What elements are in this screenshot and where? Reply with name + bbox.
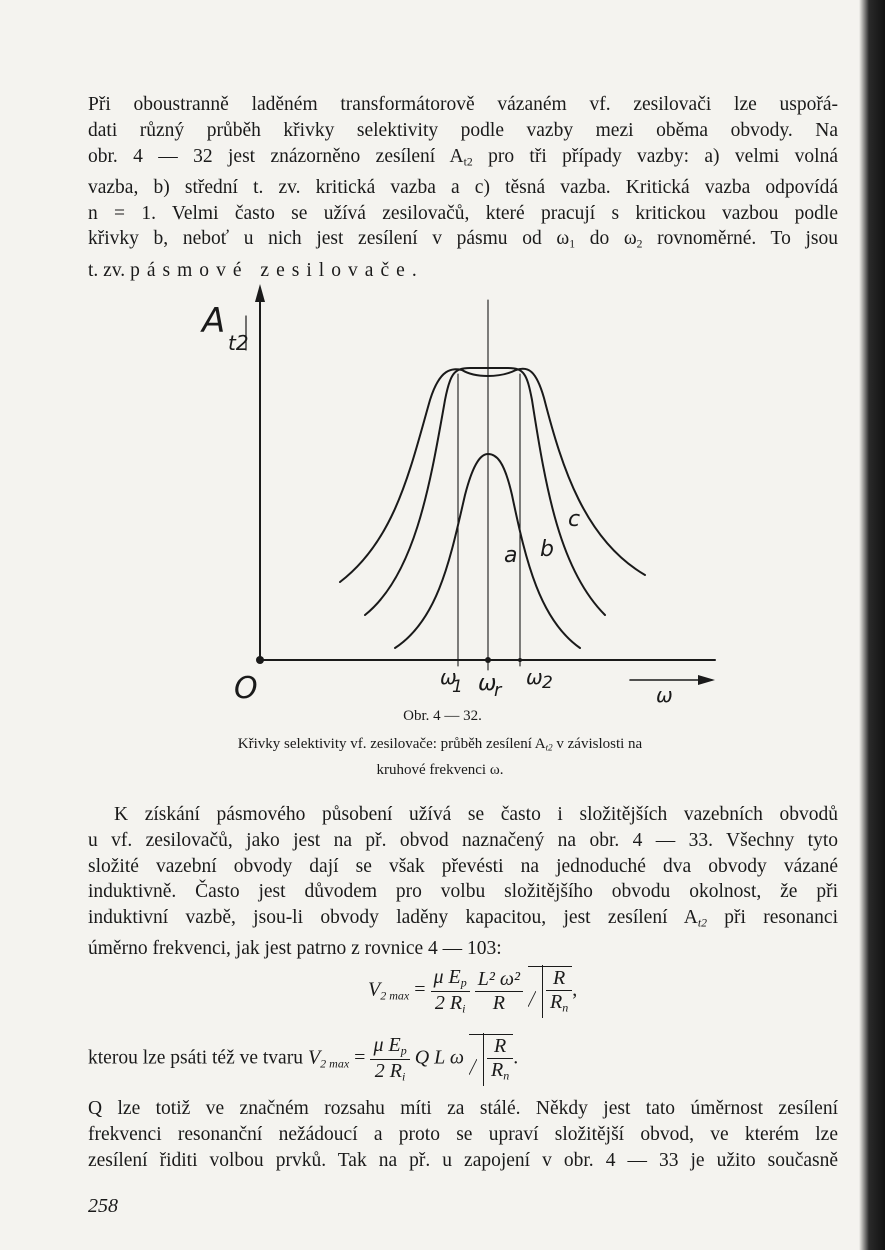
formula-v2max-alt: kterou lze psáti též ve tvaru $V_{2 max}$ = $\frac{\mu E_p}{2 R_i}$ Q L ω $\frac{R}{R_n}$ . — [88, 1034, 519, 1084]
y-axis-label: A — [202, 301, 226, 341]
text-line: Při oboustranně laděném transformátorově vázaném vf. zesilovači lze uspořá- — [88, 94, 838, 115]
x-axis-label: ω — [656, 683, 673, 707]
formula-v2max: $V_{2 max}$ = $\frac{\mu E_p}{2 R_i}$ $\frac{\text{L² ω²}}{R}$ $\frac{R}{R_n}$ , — [368, 966, 578, 1016]
text-line: K získání pásmového působení užívá se často i složitějších vazebních obvodů — [114, 804, 838, 825]
text-line: induktivně. Často jest důvodem pro volbu složitějšího obvodu okolnost, že při — [88, 881, 838, 903]
text-line: složité vazební obvody dají se však převésti na jednoduché dva obvody vázané — [88, 855, 838, 877]
text-line: obr. 4 — 32 jest znázorněno zesílení $A_{t2}$ pro tři případy vazby: a) velmi volná — [88, 145, 839, 169]
text-line: Q lze totiž ve značném rozsahu míti za stálé. Někdy jest tato úměrnost zesílení — [88, 1098, 838, 1119]
curve-b — [365, 368, 605, 615]
scan-shadow-edge — [859, 0, 885, 1250]
omega2-label: ω — [526, 665, 543, 689]
omega-arrowhead — [698, 675, 715, 685]
text-line: zesílení řiditi volbou prvků. Tak na př. u zapojení v obr. 4 — 33 je užito současně — [88, 1149, 838, 1171]
paragraph-q-constant — [88, 1096, 838, 1173]
text-line: dati různý průběh křivky selektivity podle vazby mezi oběma obvody. Na — [88, 119, 838, 141]
text-line: n = 1. Velmi často se užívá zesilovačů, které pracují s kritickou vazbou podle — [88, 202, 838, 224]
curve-c — [340, 369, 645, 582]
figure-caption-title: Obr. 4 — 32. — [403, 708, 482, 724]
omega2-label-sub: 2 — [542, 673, 553, 693]
fraction: $\frac{\text{L² ω²}}{R}$ — [475, 968, 523, 1015]
text-line: induktivní vazbě, jsou-li obvody laděny kapacitou, jest zesílení $A_{t2}$ při resonanci — [88, 907, 838, 930]
square-root: $\frac{R}{R_n}$ — [528, 966, 572, 1016]
square-root: $\frac{R}{R_n}$ — [469, 1034, 513, 1084]
omega2-dot — [518, 658, 522, 662]
fraction: $\frac{\mu E_p}{2 R_i}$ — [370, 1034, 409, 1084]
figure-caption-text: Křivky selektivity vf. zesilovače: průběh zesílení $A_{t2}$ v závislosti na kruhové frekvenci ω. — [237, 736, 643, 778]
text-line: úměrno frekvenci, jak jest patrno z rovnice 4 — 103: — [88, 938, 502, 960]
paragraph-intro — [88, 92, 838, 284]
omega-r-dot — [485, 657, 491, 663]
omega1-label: ω — [440, 665, 457, 689]
curve-b-label: b — [540, 537, 554, 562]
spaced-term: pásmové zesilovače. — [130, 259, 424, 281]
y-axis-arrow — [255, 284, 265, 302]
text-line: křivky b, neboť u nich jest zesílení v pásmu od $\omega_1$ do $\omega_2$ rovnoměrné. To jsou — [88, 228, 839, 251]
omega-r-label-sub: r — [494, 680, 502, 701]
text-line: u vf. zesilovačů, jako jest na př. obvod naznačený na obr. 4 — 33. Všechny tyto — [88, 829, 838, 851]
y-axis-label-sub: t2 — [228, 331, 249, 355]
fraction: $\frac{\mu E_p}{2 R_i}$ — [431, 966, 470, 1016]
origin-dot — [256, 656, 264, 664]
omega-r-label: ω — [478, 671, 497, 696]
text-line: t. zv. pásmové zesilovače. — [88, 259, 424, 281]
curve-c-label: c — [568, 507, 581, 532]
text-line: frekvenci resonanční nežádoucí a proto se upraví složitější obvod, ve kterém lze — [88, 1123, 838, 1145]
text-line: vazba, b) střední t. zv. kritická vazba a c) těsná vazba. Kritická vazba odpovídá — [88, 176, 838, 198]
page-number: 258 — [88, 1195, 118, 1217]
selectivity-figure — [190, 270, 730, 710]
origin-label: O — [234, 671, 258, 706]
omega1-label-sub: 1 — [452, 677, 463, 697]
curve-a-label: a — [504, 543, 518, 568]
paragraph-band-pass — [88, 802, 838, 962]
